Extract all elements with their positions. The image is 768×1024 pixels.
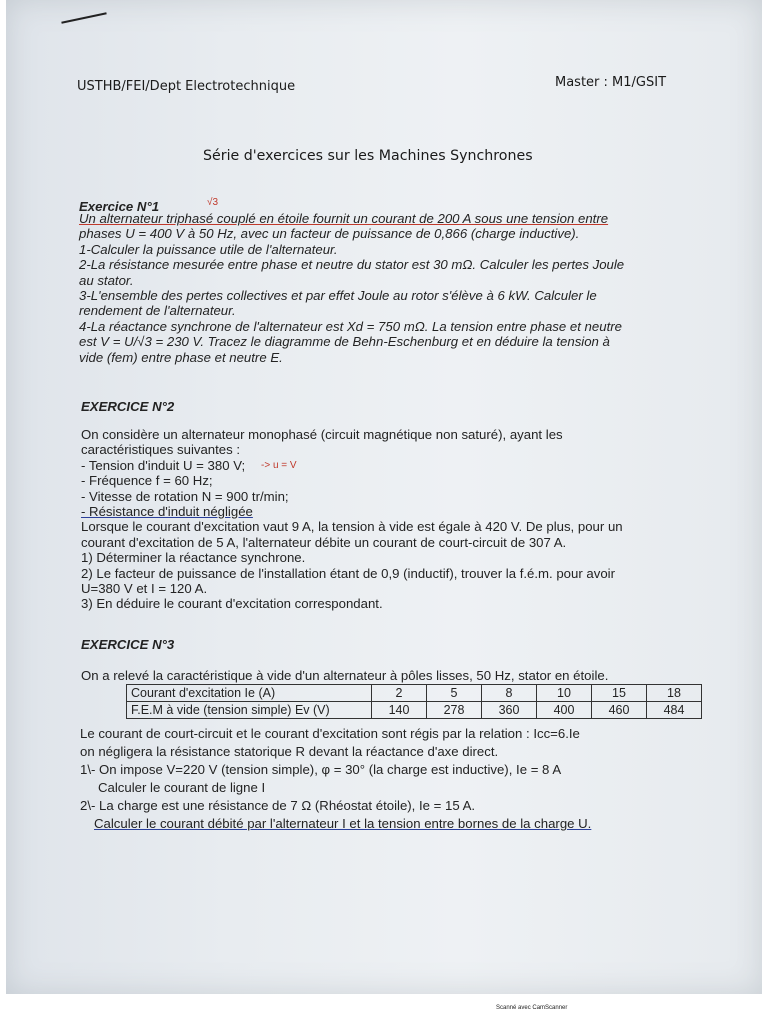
ex2-line: Lorsque le courant d'excitation vaut 9 A, la tension à vide est égale à 420 V. De plus, pour un xyxy=(81,519,623,535)
ex3-line: 1\- On impose V=220 V (tension simple), φ = 30° (la charge est inductive), Ie = 8 A xyxy=(80,762,562,777)
ex1-heading: Exercice N°1 xyxy=(79,199,160,214)
ex1-line: Un alternateur triphasé couplé en étoile fournit un courant de 200 A sous une tension entre xyxy=(79,211,609,226)
pen-mark xyxy=(61,12,106,24)
ex1-line: phases U = 400 V à 50 Hz, avec un facteur de puissance de 0,866 (charge inductive). xyxy=(79,226,580,242)
table-cell: F.E.M à vide (tension simple) Ev (V) xyxy=(127,702,372,719)
scanner-footer: Scanné avec CamScanner xyxy=(496,1005,568,1011)
ex2-line: caractéristiques suivantes : xyxy=(81,442,241,458)
characteristic-table xyxy=(126,684,702,719)
ex3-heading: EXERCICE N°3 xyxy=(81,637,175,652)
ex1-annotation: √3 xyxy=(207,197,219,208)
table-cell: 484 xyxy=(647,702,702,719)
table-cell: 360 xyxy=(482,702,537,719)
ex1-line: au stator. xyxy=(79,272,134,288)
ex3-line: Calculer le courant de ligne I xyxy=(98,780,266,795)
ex2-line: - Fréquence f = 60 Hz; xyxy=(81,473,213,489)
table-cell: 5 xyxy=(427,685,482,702)
ex3-line: Calculer le courant débité par l'alternateur I et la tension entre bornes de la charge U. xyxy=(94,816,592,831)
ex1-line: 3-L'ensemble des pertes collectives et par effet Joule au rotor s'élève à 6 kW. Calculer le xyxy=(79,288,597,304)
table-cell: 140 xyxy=(372,702,427,719)
ex1-line: 1-Calculer la puissance utile de l'alternateur. xyxy=(79,241,338,257)
ex1-line: vide (fem) entre phase et neutre E. xyxy=(79,349,283,365)
table-row xyxy=(127,685,702,702)
ex2-line: 1) Déterminer la réactance synchrone. xyxy=(81,550,306,566)
header-right: Master : M1/GSIT xyxy=(555,75,667,90)
table-cell: 8 xyxy=(482,685,537,702)
ex1-text xyxy=(79,211,624,365)
table-cell: 400 xyxy=(537,702,592,719)
ex3-line: 2\- La charge est une résistance de 7 Ω (Rhéostat étoile), Ie = 15 A. xyxy=(80,798,476,813)
ex2-line: - Tension d'induit U = 380 V; xyxy=(81,457,246,473)
table-cell: 278 xyxy=(427,702,482,719)
ex1-line: 4-La réactance synchrone de l'alternateur est Xd = 750 mΩ. La tension entre phase et neutre xyxy=(79,318,622,334)
ex3-intro: On a relevé la caractéristique à vide d'un alternateur à pôles lisses, 50 Hz, stator en étoile. xyxy=(81,668,609,683)
table-cell: 460 xyxy=(592,702,647,719)
table-cell: Courant d'excitation Ie (A) xyxy=(127,685,372,702)
ex2-line: 2) Le facteur de puissance de l'installation étant de 0,9 (inductif), trouver la f.é.m. pour avoir xyxy=(81,565,615,581)
ex1-line: est V = U/√3 = 230 V. Tracez le diagramme de Behn-Eschenburg et en déduire la tension à xyxy=(79,334,610,350)
header-left: USTHB/FEI/Dept Electrotechnique xyxy=(77,79,296,94)
ex2-line: - Vitesse de rotation N = 900 tr/min; xyxy=(81,488,289,504)
page-title: Série d'exercices sur les Machines Synchrones xyxy=(203,148,533,164)
table-cell: 10 xyxy=(537,685,592,702)
table-row xyxy=(127,702,702,719)
ex3-text xyxy=(80,725,591,833)
ex2-line: On considère un alternateur monophasé (circuit magnétique non saturé), ayant les xyxy=(81,427,563,442)
ex2-line: - Résistance d'induit négligée xyxy=(81,504,253,520)
ex2-heading: EXERCICE N°2 xyxy=(81,399,175,414)
table-cell: 18 xyxy=(647,685,702,702)
ex2-line: U=380 V et I = 120 A. xyxy=(81,581,208,597)
ex3-line: Le courant de court-circuit et le courant d'excitation sont régis par la relation : Icc=6.Ie xyxy=(80,726,580,741)
table-cell: 2 xyxy=(372,685,427,702)
ex2-line: courant d'excitation de 5 A, l'alternateur débite un courant de court-circuit de 307 A. xyxy=(81,534,567,550)
ex2-line: 3) En déduire le courant d'excitation correspondant. xyxy=(81,596,383,612)
ex1-line: rendement de l'alternateur. xyxy=(79,303,236,319)
table-cell: 15 xyxy=(592,685,647,702)
ex2-text xyxy=(81,427,623,612)
ex2-annotation: -> u = V xyxy=(261,460,297,471)
ex3-line: on négligera la résistance statorique R devant la réactance d'axe direct. xyxy=(80,744,499,759)
ex1-line: 2-La résistance mesurée entre phase et neutre du stator est 30 mΩ. Calculer les pertes Joule xyxy=(79,257,625,273)
